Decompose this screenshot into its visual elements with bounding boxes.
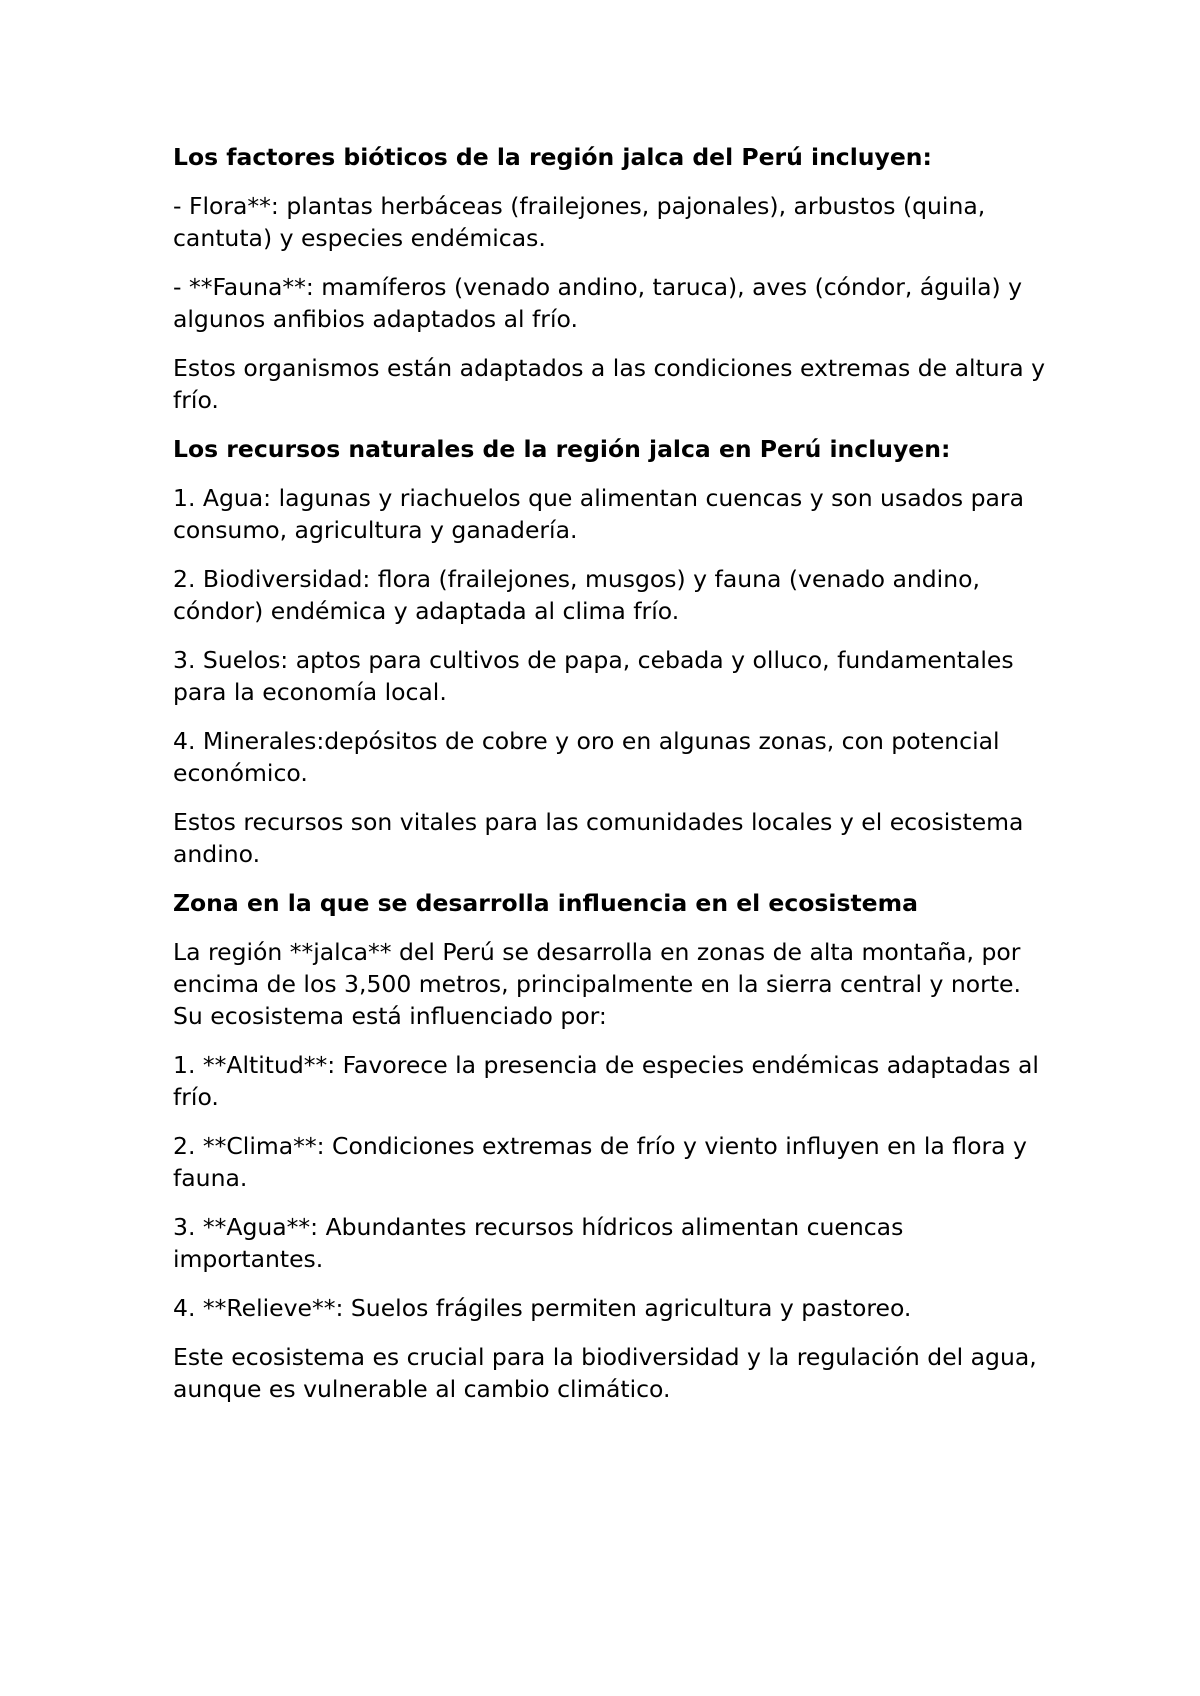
paragraph-ecosistema-crucial: Este ecosistema es crucial para la biodiversidad y la regulación del agua, aunque es vulnerable al cambio climático. [173, 1343, 1037, 1403]
paragraph-agua-hidricos: 3. **Agua**: Abundantes recursos hídricos alimentan cuencas importantes. [173, 1213, 904, 1273]
paragraph-suelos: 3. Suelos: aptos para cultivos de papa, cebada y olluco, fundamentales para la economía local. [173, 646, 1014, 706]
section-heading-bioticos: Los factores bióticos de la región jalca del Perú incluyen: [173, 143, 932, 171]
paragraph-organismos-adaptados: Estos organismos están adaptados a las condiciones extremas de altura y frío. [173, 354, 1046, 414]
paragraph-agua: 1. Agua: lagunas y riachuelos que alimentan cuencas y son usados para consumo, agricultura y ganadería. [173, 484, 1024, 544]
section-heading-recursos: Los recursos naturales de la región jalca en Perú incluyen: [173, 435, 951, 463]
paragraph-biodiversidad: 2. Biodiversidad: flora (frailejones, musgos) y fauna (venado andino, cóndor) endémica y adaptada al clima frío. [173, 565, 980, 625]
paragraph-altitud: 1. **Altitud**: Favorece la presencia de especies endémicas adaptadas al frío. [173, 1051, 1039, 1111]
paragraph-region-jalca: La región **jalca** del Perú se desarrolla en zonas de alta montaña, por encima de los 3,500 metros, principalmente en la sierra central y norte. Su ecosistema está influenciado por: [173, 938, 1021, 1030]
paragraph-clima: 2. **Clima**: Condiciones extremas de frío y viento influyen en la flora y fauna. [173, 1132, 1027, 1192]
paragraph-minerales: 4. Minerales:depósitos de cobre y oro en algunas zonas, con potencial económico. [173, 727, 1000, 787]
paragraph-flora: - Flora**: plantas herbáceas (frailejones, pajonales), arbustos (quina, cantuta) y especies endémicas. [173, 192, 986, 252]
section-heading-zona: Zona en la que se desarrolla influencia en el ecosistema [173, 889, 918, 917]
paragraph-fauna: - **Fauna**: mamíferos (venado andino, taruca), aves (cóndor, águila) y algunos anfibios adaptados al frío. [173, 273, 1023, 333]
paragraph-recursos-vitales: Estos recursos son vitales para las comunidades locales y el ecosistema andino. [173, 808, 1024, 868]
paragraph-relieve: 4. **Relieve**: Suelos frágiles permiten agricultura y pastoreo. [173, 1294, 912, 1322]
